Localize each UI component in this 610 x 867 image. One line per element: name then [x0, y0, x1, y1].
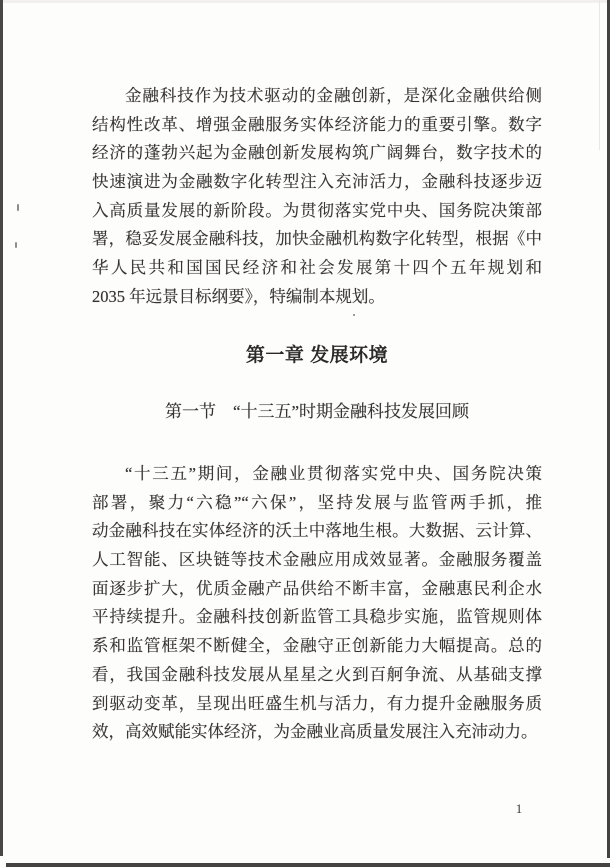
section-heading: 第一节 “十三五”时期金融科技发展回顾: [164, 402, 470, 421]
scan-speck: [17, 204, 19, 211]
text-line: 署，稳妥发展金融科技，加快金融机构数字化转型，根据《中: [92, 229, 542, 249]
scan-edge-bottom: [6, 863, 610, 867]
text-line: 2035 年远景目标纲要》，特编制本规划。: [92, 286, 385, 306]
text-line: 动金融科技在实体经济的沃土中落地生根。大数据、云计算、: [92, 521, 542, 541]
text-line: 华人民共和国国民经济和社会发展第十四个五年规划和: [92, 258, 542, 278]
chapter-heading: 第一章 发展环境: [245, 345, 389, 366]
text-line: 人工智能、区块链等技术金融应用成效显著。金融服务覆盖: [92, 550, 542, 570]
scan-edge-left: [0, 0, 3, 856]
text-line: 经济的蓬勃兴起为金融创新发展构筑广阔舞台，数字技术的: [92, 143, 542, 163]
text-line: 系和监管框架不断健全，金融守正创新能力大幅提高。总的: [92, 636, 542, 656]
page-number: 1: [515, 801, 523, 816]
text-line: 到驱动变革，呈现出旺盛生机与活力，有力提升金融服务质: [92, 693, 542, 713]
text-line: 效，高效赋能实体经济，为金融业高质量发展注入充沛动力。: [92, 722, 538, 742]
text-line: 入高质量发展的新阶段。为贯彻落实党中央、国务院决策部: [92, 200, 542, 220]
text-line: 快速演进为金融数字化转型注入充沛活力，金融科技逐步迈: [92, 172, 542, 192]
scan-faint-line: [599, 0, 600, 150]
text-line: 金融科技作为技术驱动的金融创新，是深化金融供给侧: [125, 86, 542, 105]
scan-speck: [15, 242, 17, 248]
text-line: 平持续提升。金融科技创新监管工具稳步实施，监管规则体: [92, 607, 542, 627]
text-line: 面逐步扩大，优质金融产品供给不断丰富，金融惠民利企水: [92, 578, 542, 598]
scan-edge-top: [3, 0, 607, 3]
scan-speck: [353, 314, 355, 316]
text-line: 结构性改革、增强金融服务实体经济能力的重要引擎。数字: [92, 114, 542, 134]
text-line: 看，我国金融科技发展从星星之火到百舸争流、从基础支撑: [92, 664, 542, 684]
text-line: “十三五”期间，金融业贯彻落实党中央、国务院决策: [125, 464, 542, 483]
paragraph-intro: [92, 82, 542, 312]
paragraph-review: [92, 460, 542, 747]
text-line: 部署，聚力“六稳”“六保”，坚持发展与监管两手抓，推: [92, 492, 542, 512]
